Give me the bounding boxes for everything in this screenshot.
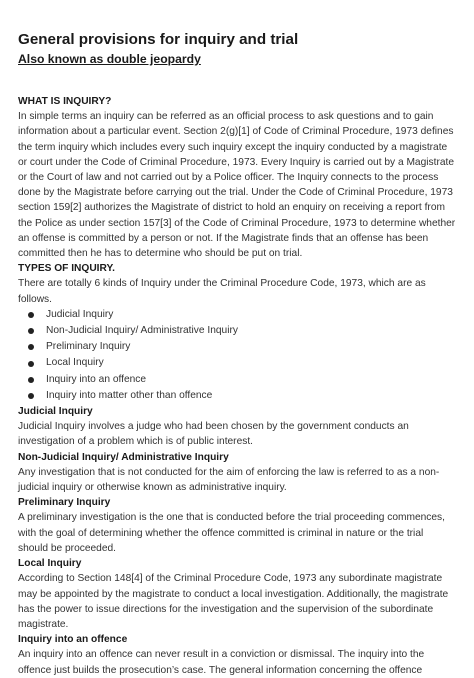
text-line: section 159[2] authorizes the Magistrate of district to hold an enquiry on receiving a report from — [18, 202, 445, 214]
document-title: General provisions for inquiry and trial — [18, 31, 299, 48]
text-line: There are totally 6 kinds of Inquiry under the Criminal Procedure Code, 1973, which are as — [18, 278, 426, 290]
text-line: Judicial Inquiry involves a judge who had been chosen by the government conducts an — [18, 421, 409, 433]
text-line: committed then he has to determine who should be put on trial. — [18, 248, 303, 260]
text-line: an offense is committed by a person or not. If the Magistrate finds that an offense has been — [18, 232, 429, 244]
paragraph-types-intro — [18, 276, 458, 306]
section-heading-non-judicial-inquiry: Non-Judicial Inquiry/ Administrative Inquiry — [18, 451, 229, 463]
bullet-icon — [28, 393, 34, 399]
document-page — [18, 30, 458, 678]
text-line: information about a particular event. Section 2(g)[1] of Code of Criminal Procedure, 1973 defines — [18, 126, 454, 138]
list-item — [28, 388, 458, 404]
section-heading-preliminary-inquiry: Preliminary Inquiry — [18, 497, 111, 509]
text-line: In simple terms an inquiry can be referred as an official process to ask questions and to gain — [18, 111, 434, 123]
text-line: may be appointed by the magistrate to conduct a local investigation. Additionally, the magistrate — [18, 588, 449, 600]
bullet-icon — [28, 312, 34, 318]
list-item-label: Inquiry into an offence — [46, 373, 147, 385]
text-line: An inquiry into an offence can never result in a conviction or dismissal. The inquiry into the — [18, 649, 425, 661]
bullet-icon — [28, 328, 34, 334]
paragraph-local-inquiry — [18, 571, 458, 632]
text-line: has the power to issue directions for the investigation and the supervision of the subordinate — [18, 603, 434, 615]
inquiry-types-list — [18, 307, 458, 404]
section-heading-inquiry-into-offence: Inquiry into an offence — [18, 634, 128, 646]
list-item — [28, 355, 458, 371]
list-item — [28, 372, 458, 388]
paragraph-non-judicial-inquiry — [18, 465, 458, 495]
bullet-icon — [28, 344, 34, 350]
text-line: investigation of a problem which is of public interest. — [18, 436, 253, 448]
list-item-label: Preliminary Inquiry — [46, 341, 131, 353]
bullet-icon — [28, 361, 34, 367]
list-item-label: Inquiry into matter other than offence — [46, 389, 213, 401]
paragraph-inquiry-into-offence — [18, 647, 458, 677]
bullet-icon — [28, 377, 34, 383]
spacer — [18, 68, 458, 94]
text-line: offence just builds the prosecution’s case. The general information concerning the offence — [18, 664, 423, 676]
text-line: follows. — [18, 293, 52, 305]
text-line: with the goal of determining whether the offence committed is criminal in nature or the trial — [18, 527, 424, 539]
text-line: or court under the Code of Criminal Procedure, 1973. Every Inquiry is carried out by a Magistrate — [18, 156, 455, 168]
list-item — [28, 307, 458, 323]
document-subtitle: Also known as double jeopardy — [18, 52, 201, 66]
text-line: magistrate. — [18, 618, 69, 630]
text-line: Any investigation that is not conducted for the aim of enforcing the law is referred to as a non- — [18, 466, 440, 478]
list-item-label: Local Inquiry — [46, 357, 104, 369]
section-heading-local-inquiry: Local Inquiry — [18, 558, 82, 570]
text-line: A preliminary investigation is the one that is conducted before the trial proceeding commences, — [18, 512, 445, 524]
paragraph-preliminary-inquiry — [18, 510, 458, 556]
text-line: or the Court of law and not carried out by a Police officer. The Inquiry connects to the process — [18, 172, 439, 184]
section-heading-judicial-inquiry: Judicial Inquiry — [18, 406, 93, 418]
text-line: the Police as under section 157[3] of the Code of Criminal Procedure, 1973 to determine whether — [18, 217, 456, 229]
list-item — [28, 323, 458, 339]
section-heading-what-is-inquiry: WHAT IS INQUIRY? — [18, 96, 112, 107]
list-item-label: Judicial Inquiry — [46, 308, 114, 320]
text-line: should be proceeded. — [18, 542, 116, 554]
text-line: judicial inquiry or otherwise known as administrative inquiry. — [18, 482, 287, 494]
section-heading-types-of-inquiry: TYPES OF INQUIRY. — [18, 263, 115, 275]
list-item — [28, 339, 458, 355]
paragraph-judicial-inquiry — [18, 419, 458, 449]
text-line: the term inquiry which includes every such inquiry except the inquiry conducted by a magistrate — [18, 141, 448, 153]
paragraph-what-is-inquiry — [18, 109, 458, 261]
text-line: According to Section 148[4] of the Criminal Procedure Code, 1973 any subordinate magistrate — [18, 573, 443, 585]
text-line: done by the Magistrate before carrying out the trial. Under the Code of Criminal Procedure, 1973 — [18, 187, 453, 199]
list-item-label: Non-Judicial Inquiry/ Administrative Inquiry — [46, 325, 238, 337]
